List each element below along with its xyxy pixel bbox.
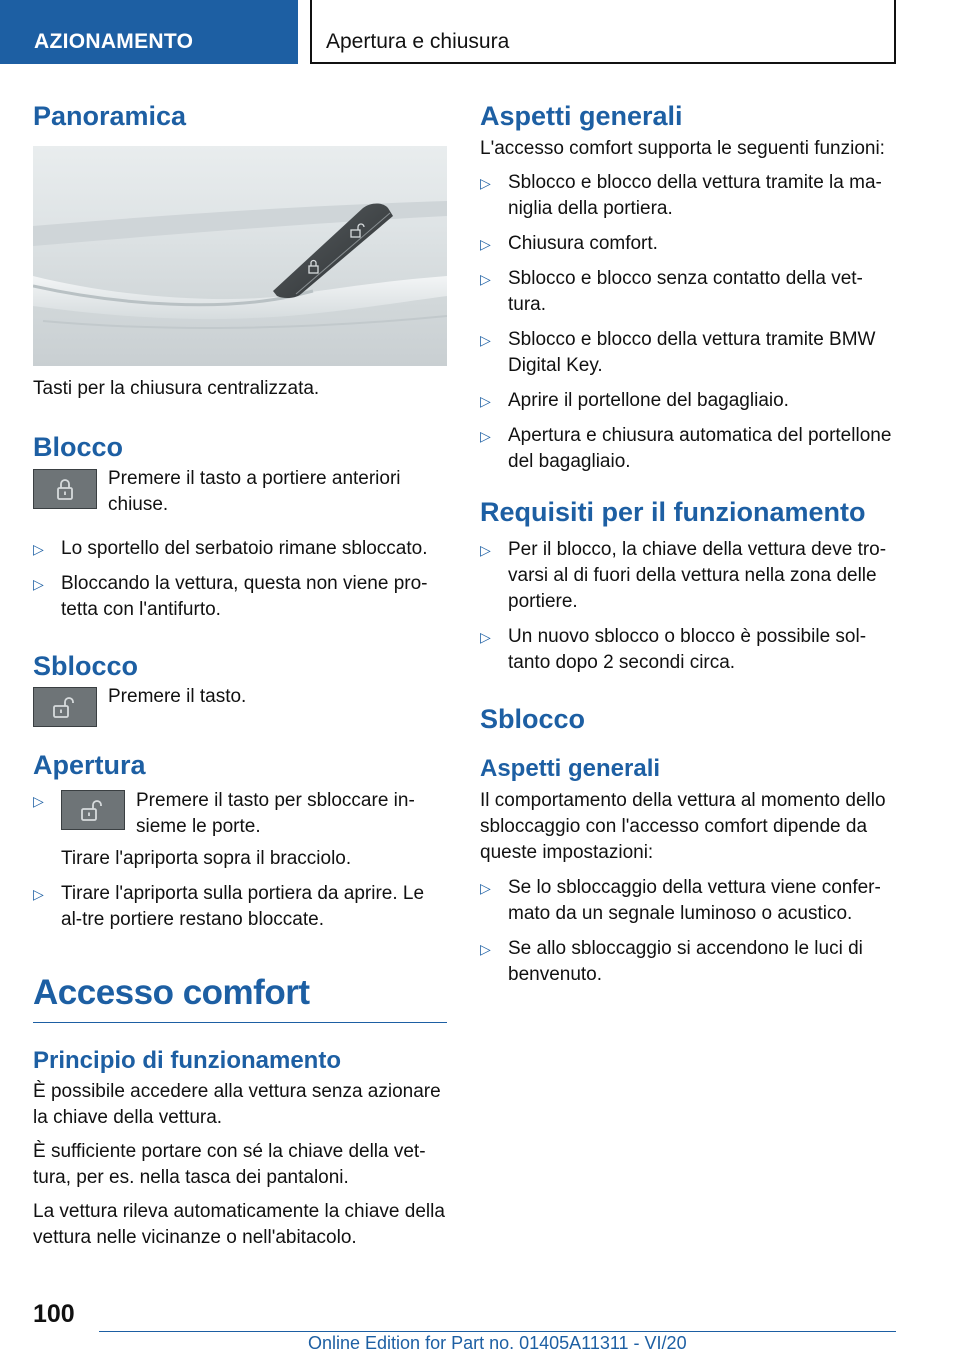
list-item: ▷ Bloccando la vettura, questa non viene pro-tetta con l'antifurto. [33,572,428,620]
heading-aspetti-generali: Aspetti generali [480,101,683,131]
principio-paragraph: È sufficiente portare con sé la chiave della vet-tura, per es. nella tasca dei pantaloni. [33,1141,426,1189]
aspetti-list [480,170,896,475]
photo-caption: Tasti per la chiusura centralizzata. [33,378,320,400]
heading-panoramica: Panoramica [33,101,187,131]
blocco-text: Premere il tasto a portiere anteriori chiuse. [108,467,401,515]
principio-paragraph: La vettura rileva automaticamente la chiave della vettura nelle vicinanze o nell'abitacolo. [33,1201,445,1249]
bullet-triangle-icon: ▷ [33,540,44,557]
list-item: ▷ Tirare l'apriporta sulla portiera da aprire. Le al-tre portiere restano bloccate. [33,882,425,930]
bullet-triangle-icon: ▷ [480,628,491,645]
heading-apertura: Apertura [33,750,146,781]
bullet-triangle-icon: ▷ [480,393,491,410]
heading-accesso-comfort: Accesso comfort [33,972,310,1012]
list-item: ▷ Lo sportello del serbatoio rimane sbloccato. [33,536,447,562]
bullet-triangle-icon: ▷ [480,175,491,192]
bullet-triangle-icon: ▷ [480,541,491,558]
unlock-button-icon [61,790,125,830]
heading-aspetti-generali-2: Aspetti generali [480,755,661,783]
aspetti2-intro: Il comportamento della vettura al momento dello sbloccaggio con l'accesso comfort dipende da queste impostazioni: [480,789,886,863]
heading-requisiti: Requisiti per il funzionamento [480,497,866,528]
list-item: ▷ Se lo sbloccaggio della vettura viene confer-mato da un segnale luminoso o acustico. [480,876,881,924]
page-number: 100 [33,1300,75,1328]
list-item: ▷ Per il blocco, la chiave della vettura deve tro-varsi al di fuori della vettura nella zona delle portiere. [480,538,887,612]
bullet-triangle-icon: ▷ [480,236,491,253]
footer-edition: Online Edition for Part no. 01405A11311 - VI/20 [308,1333,687,1353]
bullet-triangle-icon: ▷ [480,940,491,957]
sblocco-text: Premere il tasto. [108,686,247,708]
section-tab: AZIONAMENTO [0,0,298,64]
bullet-triangle-icon: ▷ [480,332,491,349]
list-item: ▷ Sblocco e blocco senza contatto della vet-tura. [480,268,863,316]
aspetti-intro: L'accesso comfort supporta le seguenti funzioni: [480,138,885,160]
list-item: ▷ Un nuovo sblocco o blocco è possibile sol-tanto dopo 2 secondi circa. [480,625,867,673]
bullet-triangle-icon: ▷ [480,271,491,288]
heading-blocco: Blocco [33,432,124,463]
unlock-button-icon [33,687,97,727]
heading-principio: Principio di funzionamento [33,1046,341,1074]
list-item: ▷ Apertura e chiusura automatica del portellone del bagagliaio. [480,425,892,473]
principio-paragraph: È possibile accedere alla vettura senza azionare la chiave della vettura. [33,1081,441,1129]
apertura-list [33,788,447,933]
list-item: ▷ Sblocco e blocco della vettura tramite la ma-niglia della portiera. [480,172,882,220]
list-item: ▷ Se allo sbloccaggio si accendono le luci di benvenuto. [480,937,863,985]
bullet-triangle-icon: ▷ [33,885,44,902]
bullet-triangle-icon: ▷ [33,792,44,809]
bullet-triangle-icon: ▷ [480,879,491,896]
list-item: ▷ Aprire il portellone del bagagliaio. [480,388,896,414]
footer-rule [99,1331,896,1332]
bullet-triangle-icon: ▷ [480,428,491,445]
requisiti-list [480,537,896,676]
door-handle-photo [33,146,447,366]
left-column [33,100,447,1251]
list-item: ▷ Sblocco e blocco della vettura tramite BMW Digital Key. [480,329,876,377]
lock-button-icon [33,469,97,509]
list-item: ▷ Chiusura comfort. [480,231,896,257]
heading-sblocco: Sblocco [33,650,139,681]
list-item: ▷ Premere il tasto per sbloccare in-sieme le porte. Tirare l'apriporta sopra il bracciolo. [33,788,447,872]
bullet-triangle-icon: ▷ [33,575,44,592]
door-lock-buttons-illustration [33,146,447,366]
chapter-title: Apertura e chiusura [310,0,896,64]
heading-sblocco-right: Sblocco [480,703,586,734]
apertura-continuation: Tirare l'apriporta sopra il bracciolo. [61,847,352,869]
aspetti2-list [480,875,896,988]
blocco-list [33,536,447,623]
right-column [480,100,896,997]
